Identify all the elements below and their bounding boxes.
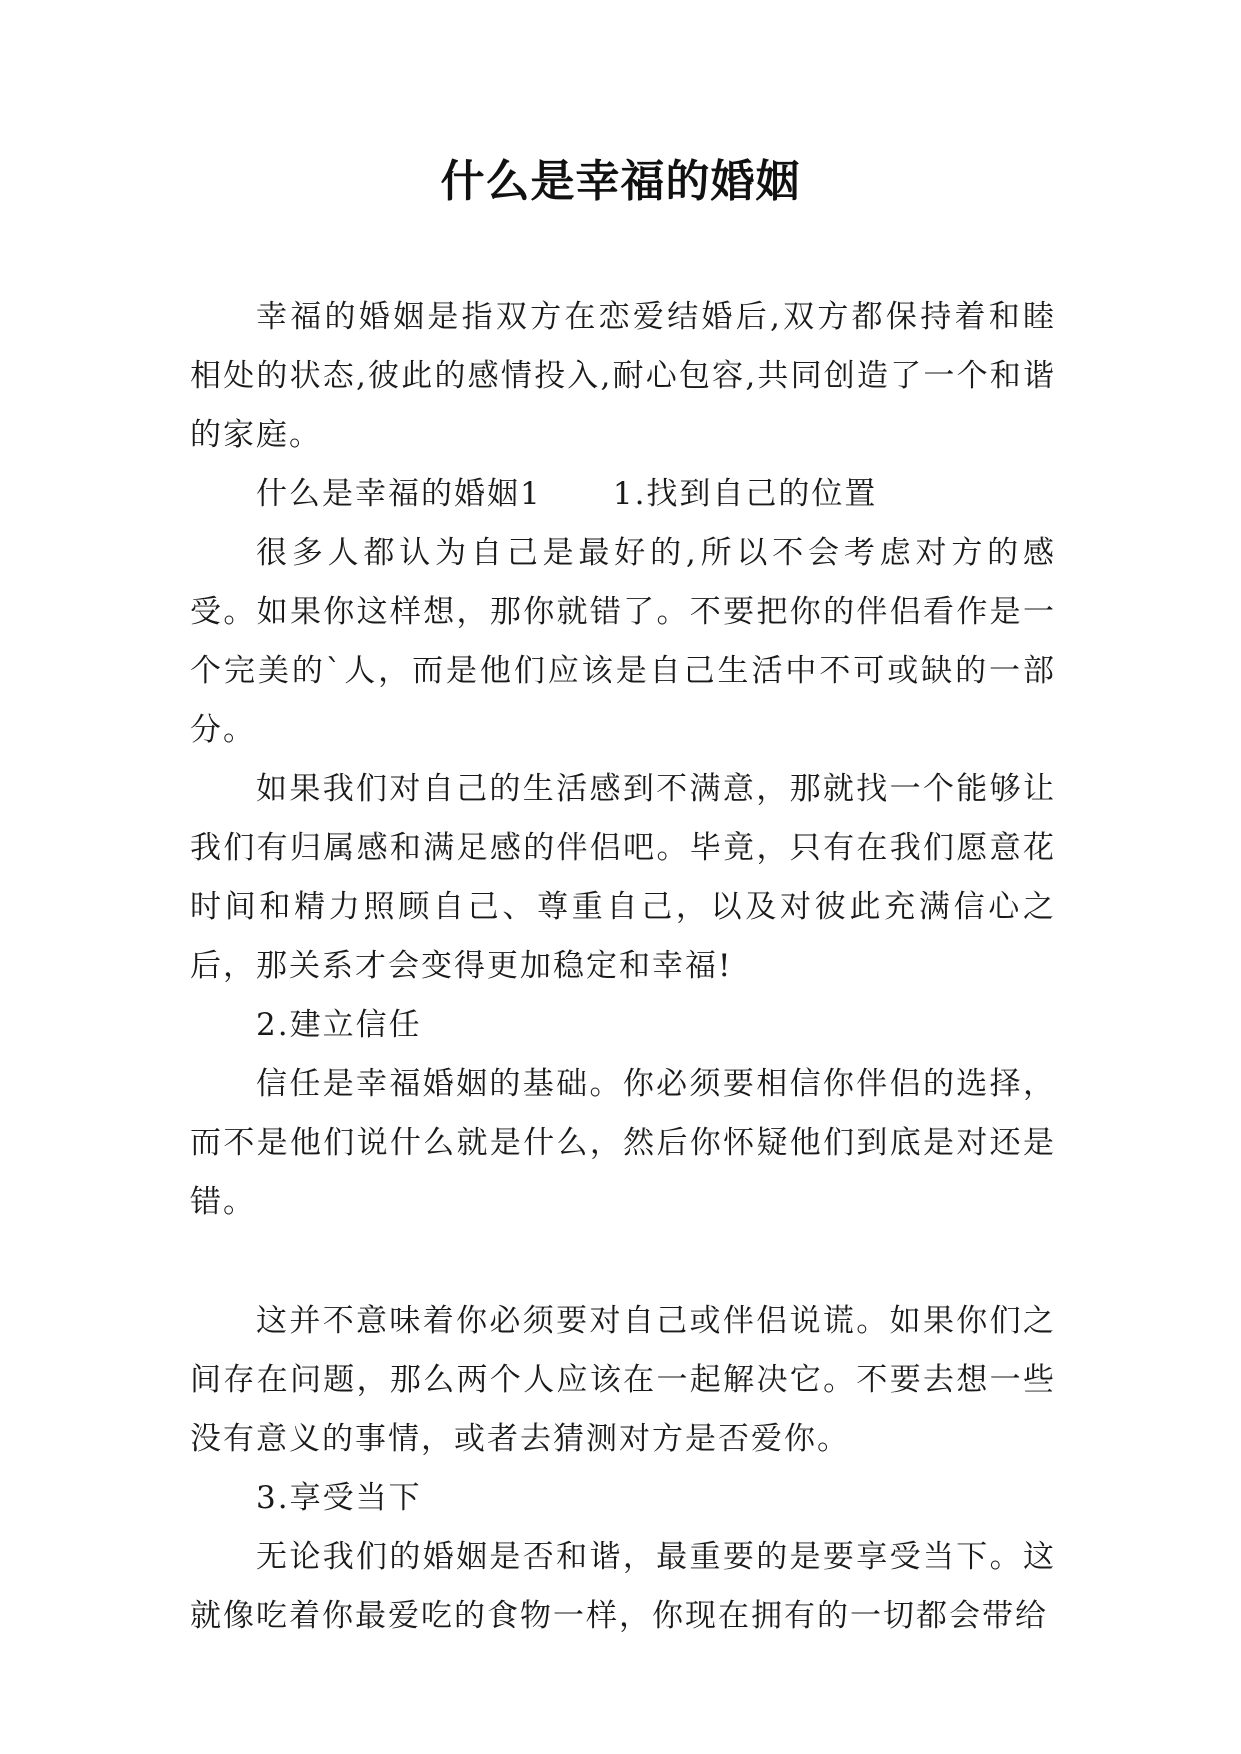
paragraph-2: 很多人都认为自己是最好的,所以不会考虑对方的感受。如果你这样想，那你就错了。不要把你的伴侣看作是一个完美的`人，而是他们应该是自己生活中不可或缺的一部分。	[190, 535, 1056, 748]
document-body	[190, 288, 1056, 1646]
paragraph-6: 这并不意味着你必须要对自己或伴侣说谎。如果你们之间存在问题，那么两个人应该在一起解决它。不要去想一些没有意义的事情，或者去猜测对方是否爱你。	[190, 1303, 1056, 1457]
paragraph-5: 信任是幸福婚姻的基础。你必须要相信你伴侣的选择，而不是他们说什么就是什么，然后你怀疑他们到底是对还是错。	[190, 1066, 1056, 1220]
document-title: 什么是幸福的婚姻	[440, 156, 801, 207]
section-heading-2: 2.建立信任	[256, 1007, 422, 1043]
intro-paragraph: 幸福的婚姻是指双方在恋爱结婚后,双方都保持着和睦相处的状态,彼此的感情投入,耐心包容,共同创造了一个和谐的家庭。	[190, 299, 1056, 453]
paragraph-8: 无论我们的婚姻是否和谐，最重要的是要享受当下。这就像吃着你最爱吃的食物一样，你现在拥有的一切都会带给	[190, 1539, 1056, 1634]
paragraph-3: 如果我们对自己的生活感到不满意，那就找一个能够让我们有归属感和满足感的伴侣吧。毕竟，只有在我们愿意花时间和精力照顾自己、尊重自己，以及对彼此充满信心之后，那关系才会变得更加稳定和幸福!	[190, 771, 1056, 984]
section-heading-1: 什么是幸福的婚姻1 1.找到自己的位置	[256, 476, 878, 512]
paragraph-gap	[190, 1232, 1056, 1292]
section-heading-3: 3.享受当下	[256, 1480, 422, 1516]
